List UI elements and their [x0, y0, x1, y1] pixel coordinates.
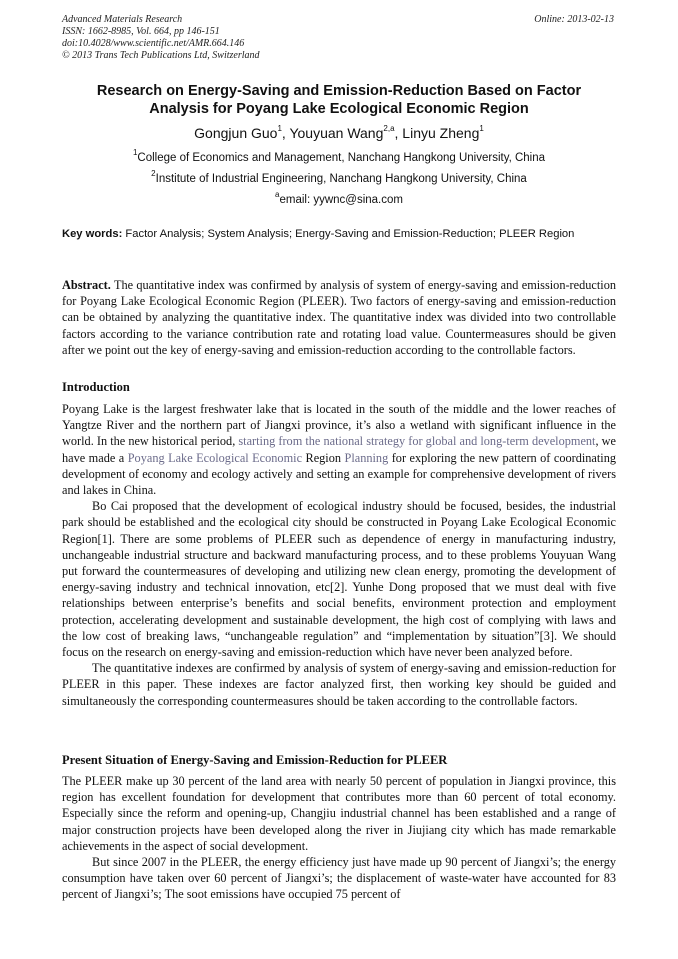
affiliation-text: Institute of Industrial Engineering, Nanchang Hangkong University, China	[155, 173, 527, 185]
paper-title	[62, 82, 616, 118]
affiliation-1	[62, 148, 616, 165]
author-name: Gongjun Guo	[194, 125, 278, 141]
abstract	[62, 277, 616, 358]
journal-doi[interactable]: doi:10.4028/www.scientific.net/AMR.664.146	[62, 38, 245, 49]
introduction-section	[62, 401, 616, 709]
present-paragraph-1: The PLEER make up 30 percent of the land area with nearly 50 percent of population in Jiangxi province, this region has excellent foundation for development that contributes more than 60 percent of total economy. Especially since the reform and opening-up, Changjiu industrial channel has been established and a range of major construction projects have been developed along the river in Jiujiang city which has made remarkable achievements in the aspect of social development.	[62, 774, 616, 853]
affiliation-mark: 2	[151, 169, 156, 179]
highlighted-phrase: Poyang Lake Ecological Economic	[127, 450, 303, 465]
online-date: Online: 2013-02-13	[534, 14, 614, 25]
keywords	[62, 228, 616, 242]
title-line-2: Analysis for Poyang Lake Ecological Economic Region	[149, 101, 529, 117]
email-mark: a	[275, 190, 280, 200]
journal-name: Advanced Materials Research	[62, 14, 183, 25]
author-affiliation-mark: 2,a	[383, 124, 395, 134]
author-separator: ,	[394, 125, 403, 141]
section-heading-introduction: Introduction	[62, 380, 130, 394]
paragraph-text: Region	[302, 450, 345, 465]
abstract-text: The quantitative index was confirmed by analysis of system of energy-saving and emission-reduction for Poyang Lake Ecological Economic Region (PLEER). Two factors of energy-saving and emission-reduction can be obtained by analyzing the quantitative index. The quantitative index was divided into two controllable factors according to the variance contribution rate and rotating load value. Countermeasures should be given after we point out the key of energy-saving and emission-reduction according to the controllable factors.	[62, 278, 616, 357]
journal-header	[62, 14, 260, 62]
intro-paragraph-3: The quantitative indexes are confirmed by analysis of system of energy-saving and emission-reduction for PLEER in this paper. These indexes are factor analyzed first, then working key should be guided and simultaneously the corresponding countermeasures should be taken according to the controllable factors.	[62, 661, 616, 708]
journal-issn: ISSN: 1662-8985, Vol. 664, pp 146-151	[62, 26, 220, 37]
journal-copyright: © 2013 Trans Tech Publications Ltd, Switzerland	[62, 50, 260, 61]
author-affiliation-mark: 1	[277, 124, 282, 134]
affiliation-2	[62, 169, 616, 186]
intro-paragraph-2: Bo Cai proposed that the development of ecological industry should be focused, besides, the industrial park should be established and the ecological city should be constructed in Poyang Lake Ecological Economic Region[1]. There are some problems of PLEER such as dependence of energy in manufacturing industry, unchangeable industrial structure and backward manufacturing process, and to these problems Youyuan Wang put forward the countermeasures of developing and utilizing new clean energy, promoting the development of energy-saving industry and technical innovation, etc[2]. Yunhe Dong proposed that we must deal with five relationships between enterprise’s benefits and social benefits, environment protection and employment protection, accelerating development and sustainable development, the high cost of complying with laws and the low cost of breaking laws, “unchangeable regulation” and “implementation by situation”[3]. We should focus on the research on energy-saving and emission-reduction which have never been analyzed before.	[62, 499, 616, 660]
affiliation-mark: 1	[132, 148, 138, 158]
author-name: Youyuan Wang	[289, 125, 384, 141]
highlighted-phrase: starting from the national strategy for global and long-term development	[238, 434, 596, 449]
intro-paragraph-1	[62, 401, 616, 498]
paragraph-text: , we have made a	[62, 434, 616, 465]
highlighted-phrase: Planning	[344, 450, 389, 465]
email-text[interactable]: email: yywnc@sina.com	[279, 194, 403, 206]
author-email	[62, 190, 616, 207]
keywords-label: Key words:	[62, 228, 123, 240]
author-separator: ,	[281, 125, 290, 141]
abstract-label: Abstract.	[62, 278, 111, 292]
author-name: Linyu Zheng	[402, 125, 480, 141]
keywords-text: Factor Analysis; System Analysis; Energy-Saving and Emission-Reduction; PLEER Region	[122, 228, 575, 240]
title-line-1: Research on Energy-Saving and Emission-Reduction Based on Factor	[96, 83, 582, 99]
paragraph-text: for exploring the new pattern of coordinating development of economy and ecology actively and setting an example for comprehensive development of rivers and lakes in China.	[62, 450, 617, 498]
author-affiliation-mark: 1	[479, 124, 484, 134]
author-list	[62, 124, 616, 142]
section-heading-present-situation: Present Situation of Energy-Saving and Emission-Reduction for PLEER	[62, 753, 448, 767]
present-paragraph-2: But since 2007 in the PLEER, the energy efficiency just have made up 90 percent of Jiangxi’s; the energy consumption have taken over 60 percent of Jiangxi’s; the displacement of waste-water have accounted for 83 percent of Jiangxi’s; The soot emissions have occupied 75 percent of	[62, 855, 616, 902]
affiliation-text: College of Economics and Management, Nanchang Hangkong University, China	[137, 152, 546, 164]
present-situation-section	[62, 773, 616, 903]
paragraph-text: Poyang Lake is the largest freshwater lake that is located in the south of the middle and the lower reaches of Yangtze River and the northern part of Jiangxi province, it’s also a wetland with significant influence in the world. In the new historical period,	[62, 402, 616, 449]
